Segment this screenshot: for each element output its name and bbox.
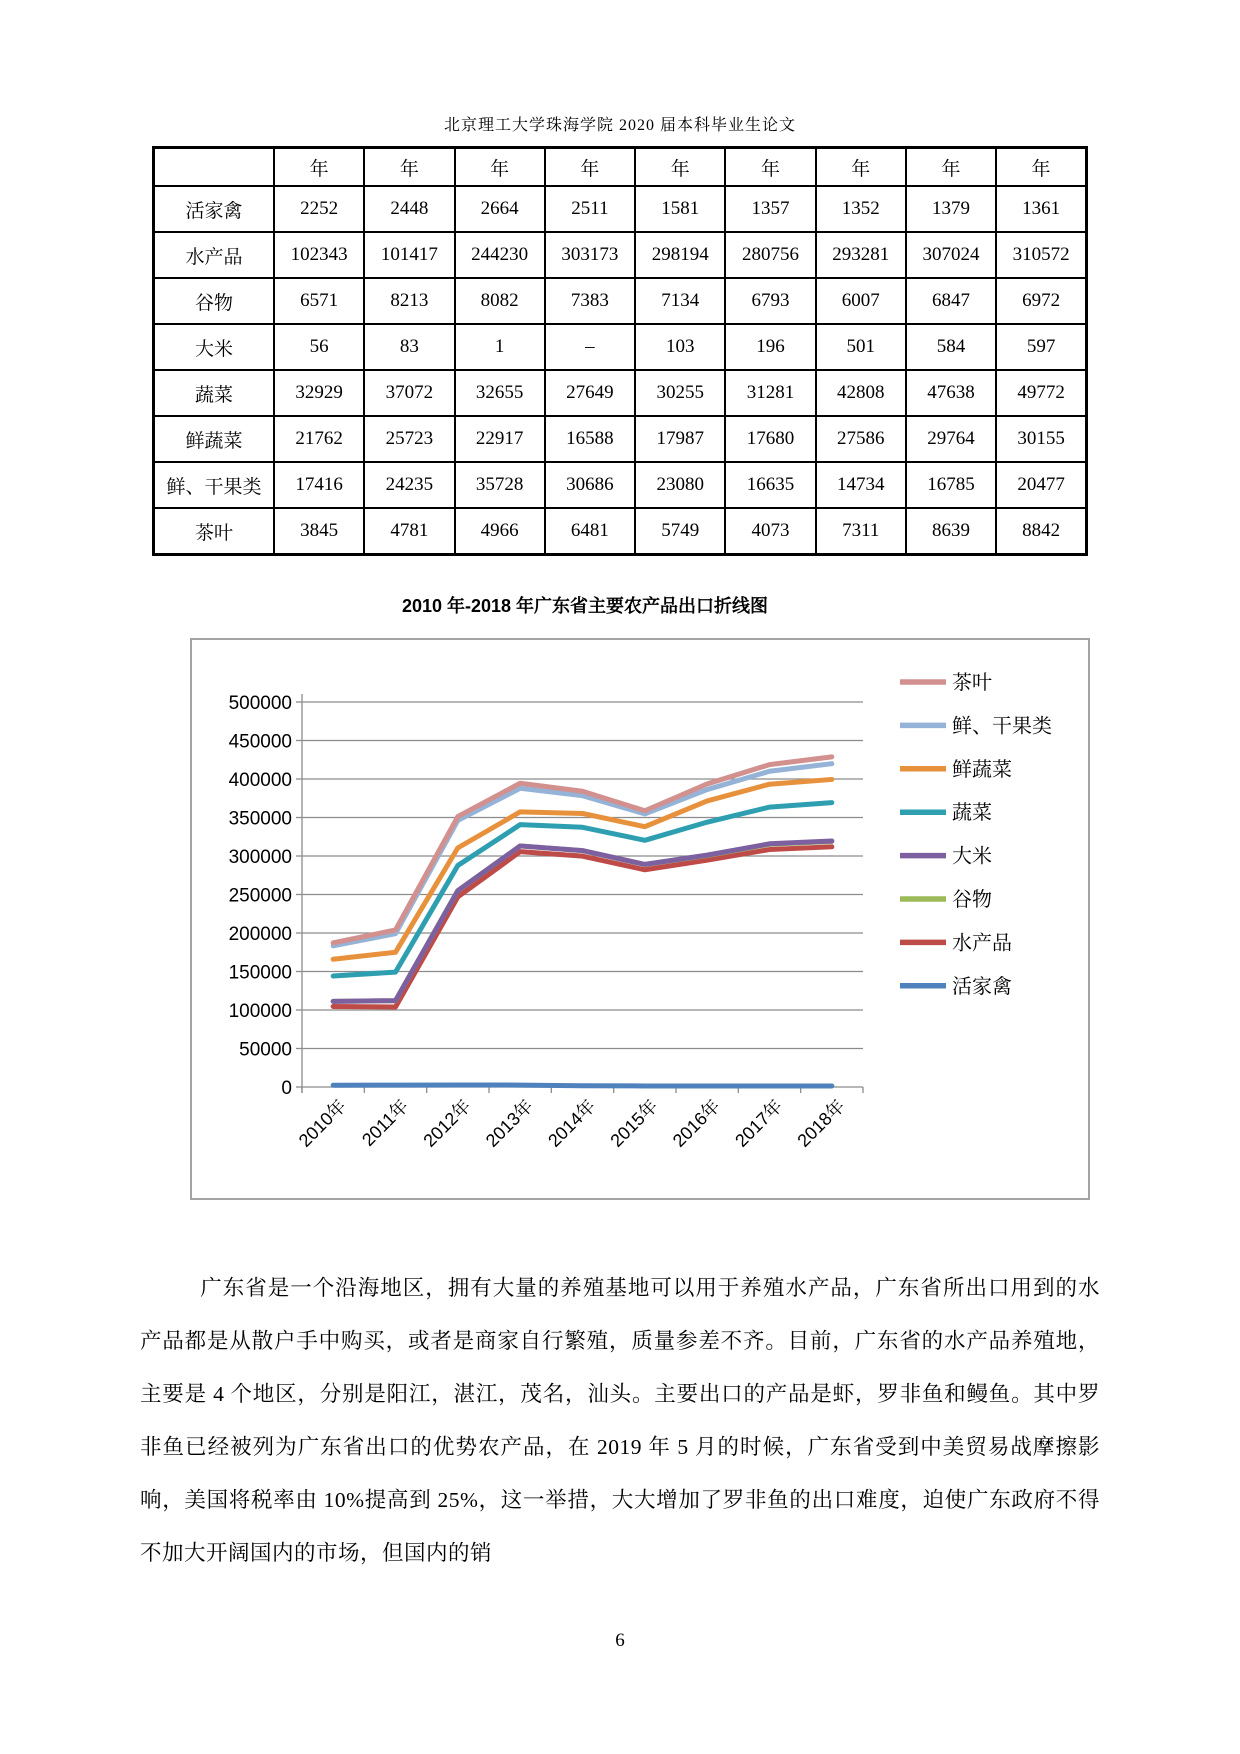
table-cell: 83 bbox=[364, 324, 454, 370]
table-cell: 1352 bbox=[816, 186, 906, 232]
table-cell: 4073 bbox=[725, 508, 815, 555]
table-cell: 14734 bbox=[816, 462, 906, 508]
table-cell: 2448 bbox=[364, 186, 454, 232]
table-cell: 6007 bbox=[816, 278, 906, 324]
table-cell: 16785 bbox=[906, 462, 996, 508]
body-paragraph: 广东省是一个沿海地区，拥有大量的养殖基地可以用于养殖水产品，广东省所出口用到的水产品都是从散户手中购买，或者是商家自行繁殖，质量参差不齐。目前，广东省的水产品养殖地，主要是 4 个地区，分别是阳江，湛江，茂名，汕头。主要出口的产品是虾，罗非鱼和鳗鱼。其中罗非鱼已经被列为广东省出口的优势农产品，在 2019 年 5 月的时候，广东省受到中美贸易战摩擦影响，美国将税率由 10%提高到 25%，这一举措，大大增加了罗非鱼的出口难度，迫使广东政府不得不加大开阔国内的市场，但国内的销 bbox=[140, 1276, 1100, 1565]
table-cell: 32655 bbox=[455, 370, 545, 416]
legend-label: 蔬菜 bbox=[952, 802, 992, 825]
table-header-cell: 年 bbox=[545, 148, 635, 187]
table-row bbox=[154, 508, 1087, 555]
export-data-table bbox=[152, 146, 1088, 556]
table-cell: 1581 bbox=[635, 186, 725, 232]
table-cell: 5749 bbox=[635, 508, 725, 555]
y-tick-label: 100000 bbox=[228, 1001, 292, 1022]
table-header-cell: 年 bbox=[635, 148, 725, 187]
table-cell: 8842 bbox=[996, 508, 1086, 555]
table-cell: 4781 bbox=[364, 508, 454, 555]
table-row bbox=[154, 416, 1087, 462]
table-cell: 2252 bbox=[274, 186, 364, 232]
table-cell: 293281 bbox=[816, 232, 906, 278]
table-cell: 24235 bbox=[364, 462, 454, 508]
table-row-label: 茶叶 bbox=[154, 508, 275, 555]
table-cell: 29764 bbox=[906, 416, 996, 462]
table-cell: 1 bbox=[455, 324, 545, 370]
table-cell: 3845 bbox=[274, 508, 364, 555]
table-cell: 196 bbox=[725, 324, 815, 370]
series-line-蔬菜 bbox=[333, 803, 832, 976]
table-row-label: 水产品 bbox=[154, 232, 275, 278]
table-cell: 56 bbox=[274, 324, 364, 370]
table-cell: 16635 bbox=[725, 462, 815, 508]
table-cell: 30255 bbox=[635, 370, 725, 416]
table-cell: 35728 bbox=[455, 462, 545, 508]
table-row bbox=[154, 232, 1087, 278]
table-cell: 7383 bbox=[545, 278, 635, 324]
table-row-label: 活家禽 bbox=[154, 186, 275, 232]
table-cell: 8213 bbox=[364, 278, 454, 324]
table-cell: 307024 bbox=[906, 232, 996, 278]
table-cell: 2511 bbox=[545, 186, 635, 232]
table-cell: 103 bbox=[635, 324, 725, 370]
table-cell: 244230 bbox=[455, 232, 545, 278]
table-cell: 6793 bbox=[725, 278, 815, 324]
table-cell: – bbox=[545, 324, 635, 370]
line-chart bbox=[192, 640, 1088, 1198]
table-header-row bbox=[154, 148, 1087, 187]
x-tick-label: 2014年 bbox=[544, 1095, 600, 1151]
table-cell: 2664 bbox=[455, 186, 545, 232]
table-row-label: 大米 bbox=[154, 324, 275, 370]
table-cell: 7311 bbox=[816, 508, 906, 555]
table-cell: 310572 bbox=[996, 232, 1086, 278]
table-header-cell: 年 bbox=[906, 148, 996, 187]
legend-label: 鲜蔬菜 bbox=[952, 758, 1012, 781]
table-row-label: 鲜、干果类 bbox=[154, 462, 275, 508]
x-tick-label: 2015年 bbox=[606, 1095, 662, 1151]
series-line-鲜蔬菜 bbox=[333, 779, 832, 959]
x-tick-label: 2016年 bbox=[668, 1095, 724, 1151]
y-tick-label: 500000 bbox=[228, 693, 292, 714]
legend-label: 活家禽 bbox=[952, 975, 1012, 998]
table-cell: 1357 bbox=[725, 186, 815, 232]
page-number: 6 bbox=[615, 1630, 625, 1651]
table-cell: 31281 bbox=[725, 370, 815, 416]
table-cell: 23080 bbox=[635, 462, 725, 508]
y-tick-label: 350000 bbox=[228, 808, 292, 830]
x-tick-label: 2012年 bbox=[419, 1095, 475, 1151]
table-cell: 47638 bbox=[906, 370, 996, 416]
table-header-cell: 年 bbox=[455, 148, 545, 187]
table-row-label: 鲜蔬菜 bbox=[154, 416, 275, 462]
table-header-cell: 年 bbox=[364, 148, 454, 187]
table-row bbox=[154, 462, 1087, 508]
table-cell: 17987 bbox=[635, 416, 725, 462]
table-cell: 16588 bbox=[545, 416, 635, 462]
table-cell: 27649 bbox=[545, 370, 635, 416]
table-cell: 17416 bbox=[274, 462, 364, 508]
x-tick-label: 2018年 bbox=[793, 1095, 849, 1151]
table-cell: 8082 bbox=[455, 278, 545, 324]
table-cell: 22917 bbox=[455, 416, 545, 462]
table-cell: 1379 bbox=[906, 186, 996, 232]
x-tick-label: 2017年 bbox=[731, 1095, 787, 1151]
table-header-cell: 年 bbox=[274, 148, 364, 187]
y-tick-label: 400000 bbox=[228, 770, 292, 791]
chart-title: 2010 年-2018 年广东省主要农产品出口折线图 bbox=[401, 596, 769, 616]
y-tick-label: 200000 bbox=[228, 924, 292, 945]
table-row bbox=[154, 186, 1087, 232]
table-header-cell: 年 bbox=[725, 148, 815, 187]
table-header-corner bbox=[154, 148, 275, 187]
legend-label: 水产品 bbox=[952, 932, 1012, 955]
table-cell: 37072 bbox=[364, 370, 454, 416]
y-tick-label: 150000 bbox=[228, 962, 292, 984]
table-cell: 30155 bbox=[996, 416, 1086, 462]
table-cell: 32929 bbox=[274, 370, 364, 416]
table-cell: 25723 bbox=[364, 416, 454, 462]
table-row bbox=[154, 324, 1087, 370]
legend-label: 谷物 bbox=[952, 889, 992, 911]
y-tick-label: 50000 bbox=[239, 1039, 292, 1061]
table-row bbox=[154, 370, 1087, 416]
y-tick-label: 250000 bbox=[228, 885, 292, 907]
table-cell: 20477 bbox=[996, 462, 1086, 508]
table-cell: 21762 bbox=[274, 416, 364, 462]
table-cell: 6847 bbox=[906, 278, 996, 324]
table-cell: 42808 bbox=[816, 370, 906, 416]
table-cell: 102343 bbox=[274, 232, 364, 278]
table-cell: 30686 bbox=[545, 462, 635, 508]
table-cell: 49772 bbox=[996, 370, 1086, 416]
table-cell: 101417 bbox=[364, 232, 454, 278]
table-cell: 1361 bbox=[996, 186, 1086, 232]
table-cell: 584 bbox=[906, 324, 996, 370]
legend-label: 大米 bbox=[952, 845, 992, 868]
y-tick-label: 0 bbox=[281, 1078, 292, 1099]
table-cell: 27586 bbox=[816, 416, 906, 462]
table-cell: 8639 bbox=[906, 508, 996, 555]
table-cell: 6481 bbox=[545, 508, 635, 555]
table-cell: 6972 bbox=[996, 278, 1086, 324]
chart-area bbox=[190, 638, 1090, 1200]
table-cell: 7134 bbox=[635, 278, 725, 324]
series-line-大米 bbox=[333, 841, 832, 1001]
table-header-cell: 年 bbox=[996, 148, 1086, 187]
table-row-label: 蔬菜 bbox=[154, 370, 275, 416]
table-header-cell: 年 bbox=[816, 148, 906, 187]
table-row bbox=[154, 278, 1087, 324]
table-cell: 17680 bbox=[725, 416, 815, 462]
y-tick-label: 300000 bbox=[228, 847, 292, 868]
table-cell: 4966 bbox=[455, 508, 545, 555]
table-cell: 280756 bbox=[725, 232, 815, 278]
x-tick-label: 2010年 bbox=[294, 1095, 350, 1151]
series-line-活家禽 bbox=[333, 1085, 832, 1086]
table-cell: 501 bbox=[816, 324, 906, 370]
table-cell: 597 bbox=[996, 324, 1086, 370]
y-tick-label: 450000 bbox=[228, 731, 292, 753]
table-cell: 298194 bbox=[635, 232, 725, 278]
table-cell: 303173 bbox=[545, 232, 635, 278]
legend-label: 茶叶 bbox=[952, 672, 992, 694]
page-header-title: 北京理工大学珠海学院 2020 届本科毕业生论文 bbox=[443, 117, 796, 134]
x-tick-label: 2013年 bbox=[481, 1095, 537, 1151]
legend-label: 鲜、干果类 bbox=[952, 715, 1052, 738]
table-row-label: 谷物 bbox=[154, 278, 275, 324]
table-cell: 6571 bbox=[274, 278, 364, 324]
x-tick-label: 2011年 bbox=[358, 1095, 413, 1150]
